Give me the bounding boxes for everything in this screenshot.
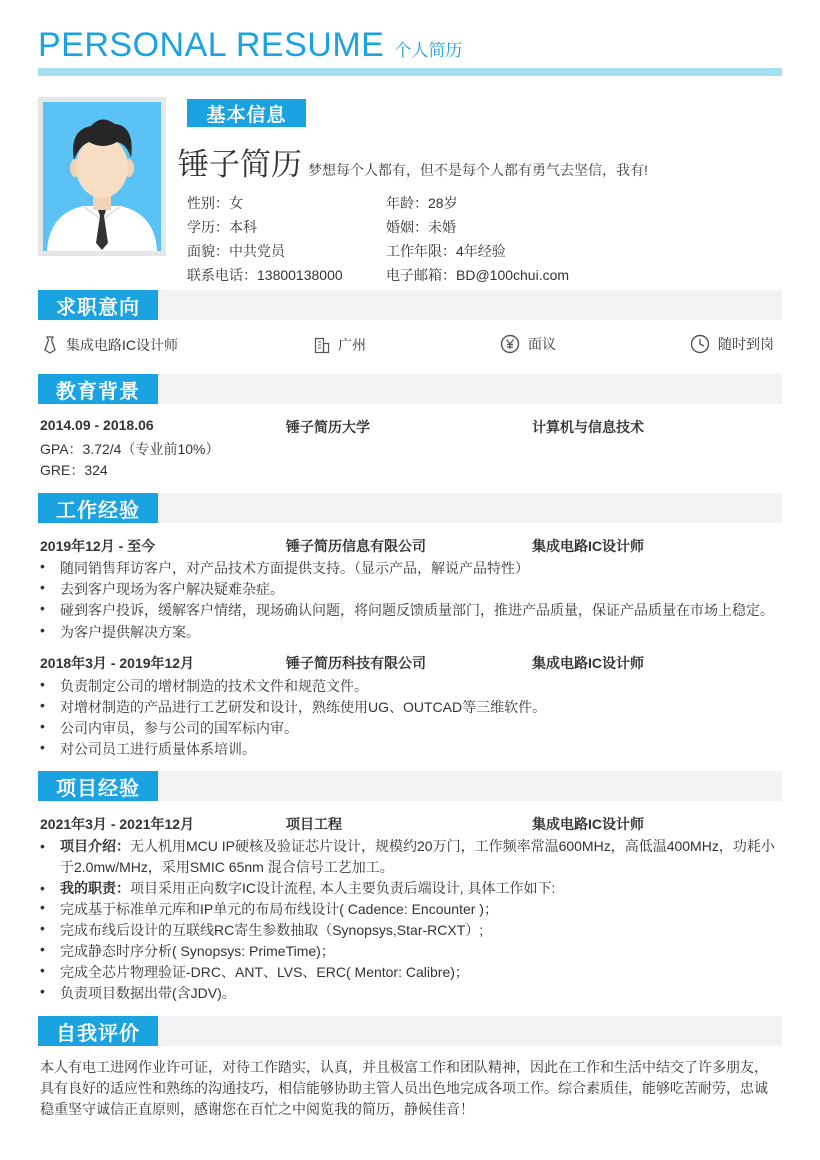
intent-city <box>314 335 366 355</box>
info-experience: 工作年限：4年经验 <box>386 243 506 259</box>
resume-header <box>38 26 462 65</box>
section-education <box>38 374 782 404</box>
self-evaluation-text: 本人有电工进网作业许可证，对待工作踏实，认真，并且极富工作和团队精神，因此在工作和生活中结交了许多朋友，具有良好的适应性和熟练的沟通技巧，相信能够协助主管人员出色地完成各项工作。综合素质佳，能够吃苦耐劳，忠诚稳重坚守诚信正直原则，感谢您在百忙之中阅览我的简历，静候佳音！ <box>40 1059 768 1117</box>
info-email: 电子邮箱：BD@100chui.com <box>386 267 570 283</box>
education-period: 2014.09 - 2018.06 <box>40 417 154 433</box>
intent-position <box>42 335 178 355</box>
project-title: 集成电路IC设计师 <box>532 816 644 832</box>
section-project <box>38 771 782 801</box>
project-row <box>40 814 780 834</box>
education-row <box>40 417 780 437</box>
resume-subtitle: 个人简历 <box>394 41 463 60</box>
yen-icon <box>500 334 520 354</box>
clock-icon <box>690 334 710 354</box>
resume-title: PERSONAL RESUME <box>38 26 385 64</box>
project-duty: • 我的职责：项目采用正向数字IC设计流程, 本人主要负责后端设计, 具体工作如下: <box>40 880 556 896</box>
avatar <box>38 97 166 256</box>
building-icon <box>314 337 330 354</box>
motto: 梦想每个人都有，但不是每个人都有勇气去坚信，我有! <box>308 162 648 178</box>
section-work <box>38 493 782 523</box>
header-divider <box>38 68 782 76</box>
section-label-basic: 基本信息 <box>187 99 306 127</box>
intent-position-text: 集成电路IC设计师 <box>66 337 178 353</box>
education-major: 计算机与信息技术 <box>532 419 644 435</box>
intent-availability <box>690 334 774 354</box>
section-label-education: 教育背景 <box>38 374 158 404</box>
project-intro-text: 无人机用MCU IP硬核及验证芯片设计，规模约20万门，工作频率常温600MHz，高低温400MHz，功耗小于2.0mw/MHz，采用SMIC 65nm 混合信号工艺加工。 <box>60 838 775 875</box>
job-row <box>40 653 780 673</box>
job-period: 2019年12月 - 至今 <box>40 538 156 554</box>
intent-row <box>38 335 782 357</box>
project-intro-label: 项目介绍： <box>60 838 130 854</box>
education-school: 锤子简历大学 <box>286 419 370 435</box>
project-duty-label: 我的职责： <box>60 880 130 896</box>
intent-availability-text: 随时到岗 <box>718 336 774 352</box>
candidate-name: 锤子简历 <box>178 147 302 182</box>
job-company: 锤子简历信息有限公司 <box>286 538 426 554</box>
avatar-illustration <box>43 102 161 251</box>
education-gre: GRE：324 <box>40 462 108 478</box>
info-education: 学历：本科 <box>187 219 257 235</box>
job-period: 2018年3月 - 2019年12月 <box>40 655 195 671</box>
section-label-intent: 求职意向 <box>38 290 158 320</box>
intent-salary-text: 面议 <box>528 336 556 352</box>
education-gpa: GPA：3.72/4（专业前10%） <box>40 441 220 457</box>
project-intro: • 项目介绍：无人机用MCU IP硬核及验证芯片设计，规模约20万门，工作频率常温600MHz，高低温400MHz，功耗小于2.0mw/MHz，采用SMIC 65nm 混合信号工艺加工。 <box>40 838 775 875</box>
section-label-work: 工作经验 <box>38 493 158 523</box>
project-period: 2021年3月 - 2021年12月 <box>40 816 195 832</box>
intent-salary <box>500 334 556 354</box>
project-duty-text: 项目采用正向数字IC设计流程, 本人主要负责后端设计, 具体工作如下: <box>130 880 556 896</box>
info-marital: 婚姻：未婚 <box>386 219 456 235</box>
section-label-project: 项目经验 <box>38 771 158 801</box>
info-politics: 面貌：中共党员 <box>187 243 285 259</box>
name-line <box>178 139 648 184</box>
info-age: 年龄：28岁 <box>386 195 458 211</box>
job-title: 集成电路IC设计师 <box>532 538 644 554</box>
info-gender: 性别：女 <box>187 195 243 211</box>
job-company: 锤子简历科技有限公司 <box>286 655 426 671</box>
tie-icon <box>42 336 58 354</box>
section-self <box>38 1016 782 1046</box>
section-intent <box>38 290 782 320</box>
job-title: 集成电路IC设计师 <box>532 655 644 671</box>
intent-city-text: 广州 <box>338 337 366 353</box>
person-icon <box>43 102 161 251</box>
section-label-self: 自我评价 <box>38 1016 158 1046</box>
project-name: 项目工程 <box>286 816 342 832</box>
job-row <box>40 536 780 556</box>
info-phone: 联系电话：13800138000 <box>187 267 343 283</box>
